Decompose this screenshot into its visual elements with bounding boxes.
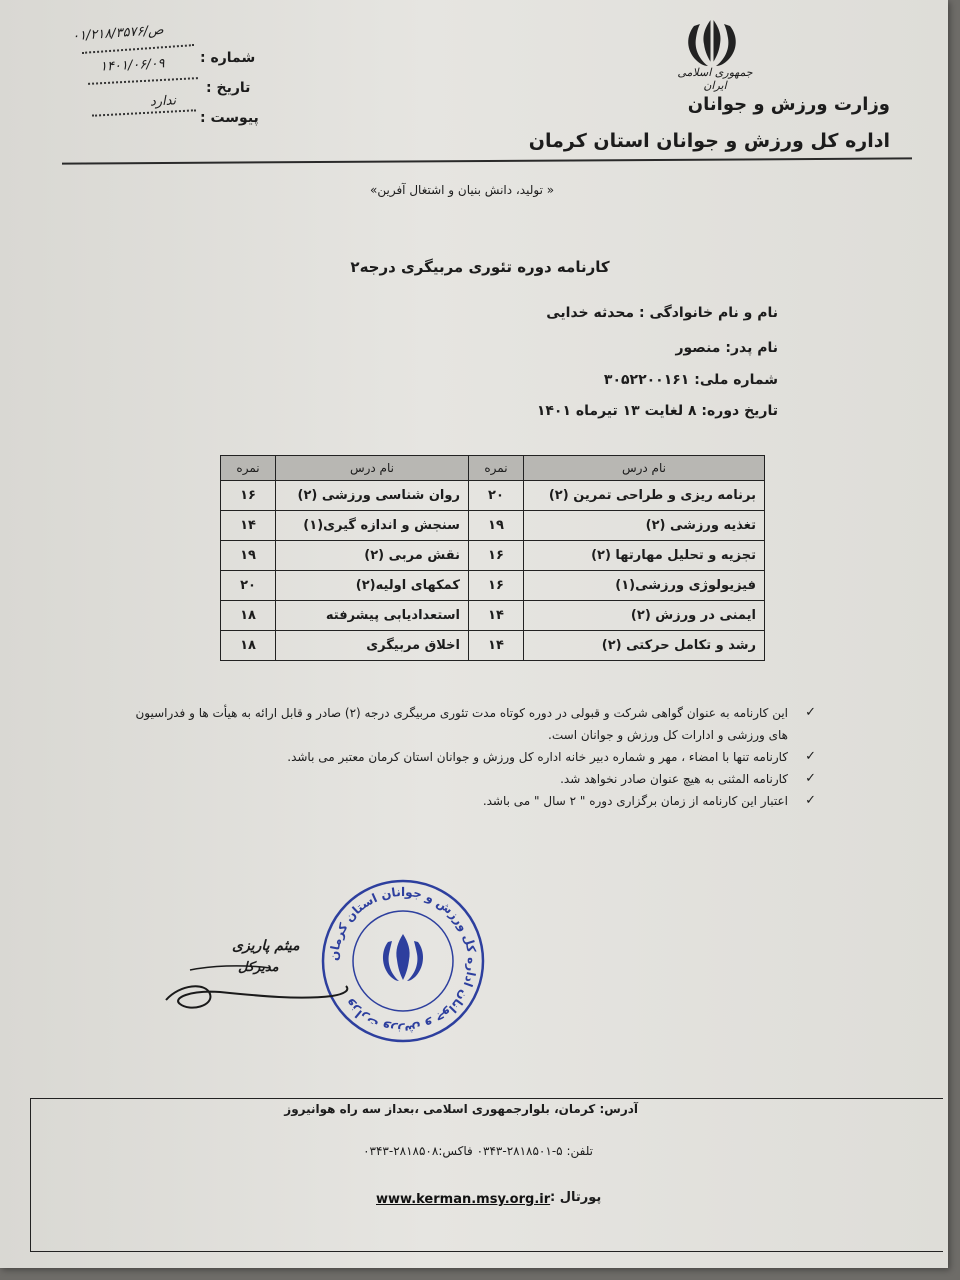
course-grade: ۱۸ xyxy=(221,631,276,661)
course-name: نقش مربی (۲) xyxy=(276,541,469,571)
header-course-right: نام درس xyxy=(523,456,764,481)
course-grade: ۲۰ xyxy=(221,571,276,601)
header-grade-left: نمره xyxy=(221,456,276,481)
header-divider xyxy=(62,157,912,164)
course-name: اخلاق مربیگری xyxy=(276,631,469,661)
footer-box xyxy=(30,1098,943,1252)
course-grade: ۱۴ xyxy=(468,601,523,631)
list-item xyxy=(116,702,816,746)
grades-table xyxy=(220,455,765,661)
course-grade: ۱۶ xyxy=(468,571,523,601)
attachment-dots xyxy=(92,109,196,116)
course-grade: ۱۶ xyxy=(468,541,523,571)
handwritten-signature xyxy=(160,960,360,1030)
course-name: استعدادیابی پیشرفته xyxy=(276,601,469,631)
course-grade: ۱۹ xyxy=(221,541,276,571)
note-text: کارنامه تنها با امضاء ، مهر و شماره دبیر خانه اداره کل ورزش و جوانان استان کرمان معتبر می باشد. xyxy=(287,750,788,764)
course-name: رشد و تکامل حرکتی (۲) xyxy=(523,631,764,661)
note-text: اعتبار این کارنامه از زمان برگزاری دوره " ۲ سال " می باشد. xyxy=(482,794,788,808)
slogan: « تولید، دانش بنیان و اشتغال آفرین» xyxy=(370,183,555,197)
course-grade: ۱۸ xyxy=(221,601,276,631)
office-name: اداره کل ورزش و جوانان استان کرمان xyxy=(528,130,890,152)
course-name: تجزیه و تحلیل مهارتها (۲) xyxy=(523,541,764,571)
course-name: ایمنی در ورزش (۲) xyxy=(523,601,764,631)
portal-label: پورتال : xyxy=(550,1190,602,1205)
ministry-name: وزارت ورزش و جوانان xyxy=(687,94,890,115)
course-name: فیزیولوژی ورزشی(۱) xyxy=(523,571,764,601)
note-text: این کارنامه به عنوان گواهی شرکت و قبولی در دوره کوتاه مدت تئوری مربیگری درجه (۲) صادر و قابل ارائه به هیأت ها و فدراسیون های ورزشی و ادارات کل ورزش و جوانان است. xyxy=(135,706,788,742)
checkmark-icon: ✓ xyxy=(805,771,816,786)
course-date: تاریخ دوره: ۸ لغایت ۱۳ تیرماه ۱۴۰۱ xyxy=(536,403,778,419)
table-row xyxy=(221,631,765,661)
iran-emblem-icon xyxy=(672,14,752,70)
seal-text: وزارت ورزش و جوانان اداره کل ورزش و جوانان استان کرمان xyxy=(326,884,480,1038)
header-grade-right: نمره xyxy=(468,456,523,481)
document-title: کارنامه دوره تئوری مربیگری درجه۲ xyxy=(350,258,610,276)
number-value: ۰۱/۲۱۸/۳۵۷۶/ص xyxy=(71,22,165,45)
checkmark-icon: ✓ xyxy=(805,749,816,764)
table-row xyxy=(221,541,765,571)
course-grade: ۲۰ xyxy=(468,481,523,511)
footer-address: آدرس: کرمان، بلوارجمهوری اسلامی ،بعداز سه راه هوانیروز xyxy=(284,1102,638,1116)
attachment-value: ندارد xyxy=(149,93,177,110)
date-label: تاریخ : xyxy=(206,80,251,96)
course-name: روان شناسی ورزشی (۲) xyxy=(276,481,469,511)
republic-label: جمهوری اسلامی ایران xyxy=(677,66,753,92)
list-item xyxy=(116,768,816,790)
notes-list xyxy=(116,702,816,812)
student-name: نام و نام خانوادگی : محدثه خدایی xyxy=(546,305,778,321)
course-name: سنجش و اندازه گیری(۱) xyxy=(276,511,469,541)
course-name: برنامه ریزی و طراحی تمرین (۲) xyxy=(523,481,764,511)
list-item xyxy=(116,790,816,812)
table-row xyxy=(221,481,765,511)
number-dots xyxy=(82,44,194,54)
date-value: ۱۴۰۱/۰۶/۰۹ xyxy=(99,56,165,75)
table-row xyxy=(221,601,765,631)
course-name: کمکهای اولیه(۲) xyxy=(276,571,469,601)
course-grade: ۱۴ xyxy=(221,511,276,541)
father-name: نام پدر: منصور xyxy=(675,340,778,356)
table-row xyxy=(221,511,765,541)
course-name: تغذیه ورزشی (۲) xyxy=(523,511,764,541)
attachment-label: پیوست : xyxy=(200,110,259,126)
portal-link[interactable]: www.kerman.msy.org.ir xyxy=(376,1192,551,1207)
header-course-left: نام درس xyxy=(276,456,469,481)
course-grade: ۱۶ xyxy=(221,481,276,511)
checkmark-icon: ✓ xyxy=(805,793,816,808)
course-grade: ۱۴ xyxy=(468,631,523,661)
checkmark-icon: ✓ xyxy=(805,705,816,720)
date-dots xyxy=(88,77,198,85)
note-text: کارنامه المثنی به هیچ عنوان صادر نخواهد شد. xyxy=(560,772,788,786)
number-label: شماره : xyxy=(200,50,256,66)
signatory-name: میثم پاریزی xyxy=(232,938,300,954)
national-id: شماره ملی: ۳۰۵۲۲۰۰۱۶۱ xyxy=(603,372,778,388)
table-row xyxy=(221,571,765,601)
course-grade: ۱۹ xyxy=(468,511,523,541)
footer-phone: تلفن: ۵-۲۸۱۸۵۰۱-۰۳۴۳ فاکس:۲۸۱۸۵۰۸-۰۳۴۳ xyxy=(363,1144,593,1158)
list-item xyxy=(116,746,816,768)
table-header-row xyxy=(221,456,765,481)
signatory-title: مدیرکل xyxy=(238,960,279,975)
